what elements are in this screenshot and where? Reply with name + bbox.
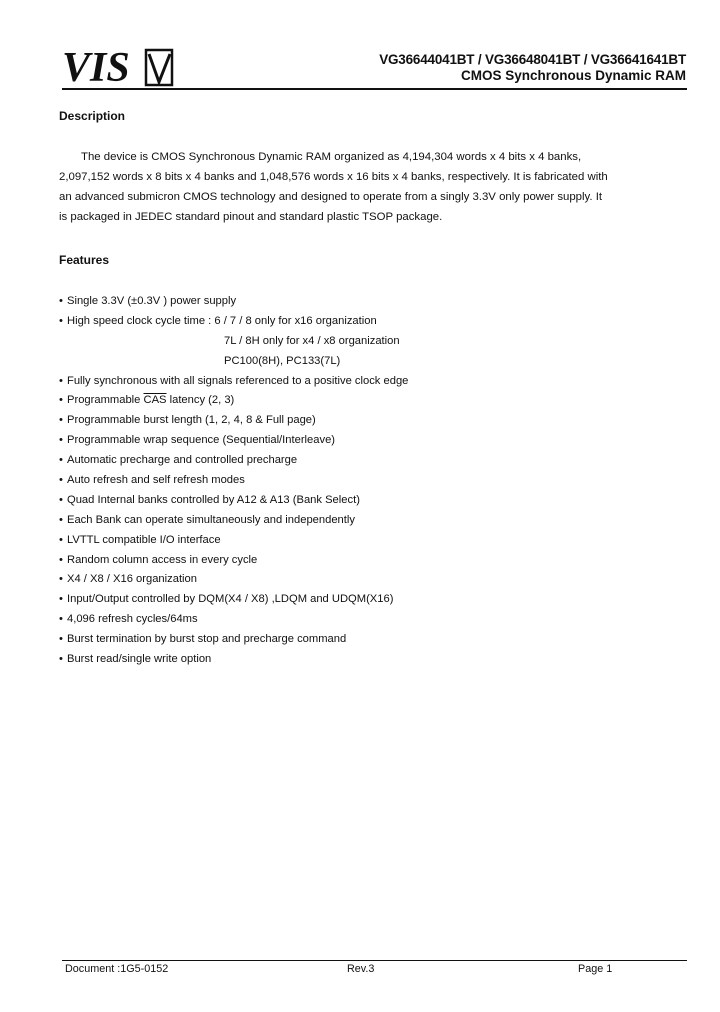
bullet-icon: • — [59, 633, 63, 646]
logo-v-mark — [149, 54, 170, 82]
description-heading: Description — [59, 109, 126, 123]
footer-divider — [62, 960, 687, 961]
bullet-icon: • — [59, 573, 63, 586]
feature-text: 4,096 refresh cycles/64ms — [67, 613, 198, 626]
feature-text: latency (2, 3) — [166, 394, 235, 407]
feature-item — [59, 312, 619, 332]
feature-item — [59, 610, 619, 630]
bullet-icon: • — [59, 613, 63, 626]
feature-text: Burst read/single write option — [67, 653, 212, 666]
feature-text: Programmable — [67, 394, 144, 407]
feature-item-continuation — [59, 332, 619, 352]
bullet-icon: • — [59, 474, 63, 487]
feature-item — [59, 471, 619, 491]
footer-document-number: Document :1G5-0152 — [65, 963, 169, 975]
feature-text: Each Bank can operate simultaneously and independently — [67, 513, 355, 526]
bullet-icon: • — [59, 593, 63, 606]
features-heading: Features — [59, 253, 110, 267]
document-subtitle: CMOS Synchronous Dynamic RAM — [460, 68, 686, 83]
feature-text: X4 / X8 / X16 organization — [67, 573, 197, 586]
bullet-icon: • — [59, 394, 63, 407]
feature-item — [59, 531, 619, 551]
feature-item — [59, 491, 619, 511]
feature-text: Automatic precharge and controlled precharge — [67, 454, 298, 467]
feature-text: PC100(8H), PC133(7L) — [224, 354, 341, 367]
feature-text: Auto refresh and self refresh modes — [67, 474, 245, 487]
features-list — [59, 292, 619, 670]
feature-text: 7L / 8H only for x4 / x8 organization — [224, 334, 400, 347]
bullet-icon: • — [59, 553, 63, 566]
header-divider — [62, 88, 687, 90]
bullet-icon: • — [59, 454, 63, 467]
feature-text: High speed clock cycle time : 6 / 7 / 8 only for x16 organization — [67, 314, 377, 327]
bullet-icon: • — [59, 295, 63, 307]
feature-item — [59, 391, 619, 411]
feature-item — [59, 551, 619, 571]
feature-item — [59, 630, 619, 650]
feature-item — [59, 451, 619, 471]
bullet-icon: • — [59, 533, 63, 546]
feature-item — [59, 570, 619, 590]
feature-text: Input/Output controlled by DQM(X4 / X8) ,LDQM and UDQM(X16) — [67, 593, 394, 606]
feature-text: Fully synchronous with all signals referenced to a positive clock edge — [67, 374, 409, 387]
description-line: an advanced submicron CMOS technology and designed to operate from a singly 3.3V only power supply. It — [59, 191, 603, 203]
description-line: 2,097,152 words x 8 bits x 4 banks and 1,048,576 words x 16 bits x 4 banks, respectively. It is fabricated with — [59, 171, 608, 183]
feature-text: Quad Internal banks controlled by A12 & A13 (Bank Select) — [67, 493, 360, 506]
feature-item — [59, 511, 619, 531]
feature-item-continuation — [59, 352, 619, 372]
feature-item — [59, 431, 619, 451]
document-title: VG36644041BT / VG36648041BT / VG36641641BT — [379, 52, 686, 67]
company-logo — [62, 44, 174, 88]
logo-text: VIS — [62, 45, 130, 88]
feature-text: LVTTL compatible I/O interface — [67, 533, 221, 546]
feature-text: Single 3.3V (±0.3V ) power supply — [67, 295, 237, 307]
bullet-icon: • — [59, 653, 63, 666]
feature-item — [59, 650, 619, 670]
feature-text: Programmable wrap sequence (Sequential/Interleave) — [67, 434, 336, 447]
bullet-icon: • — [59, 493, 63, 506]
feature-item — [59, 292, 619, 312]
footer-revision: Rev.3 — [347, 963, 375, 975]
feature-text: Random column access in every cycle — [67, 553, 258, 566]
feature-item — [59, 372, 619, 392]
feature-item — [59, 411, 619, 431]
bullet-icon: • — [59, 314, 63, 327]
description-line: The device is CMOS Synchronous Dynamic RAM organized as 4,194,304 words x 4 bits x 4 banks, — [81, 151, 582, 163]
feature-text: Programmable burst length (1, 2, 4, 8 & Full page) — [67, 414, 316, 427]
bullet-icon: • — [59, 374, 63, 387]
feature-text-overline: $\overline{CAS}$ — [143, 394, 167, 407]
description-paragraph — [59, 147, 607, 227]
feature-item — [59, 590, 619, 610]
bullet-icon: • — [59, 513, 63, 526]
vis-logo-graphic — [62, 44, 174, 88]
description-line: is packaged in JEDEC standard pinout and standard plastic TSOP package. — [59, 211, 443, 223]
footer-page-number: Page 1 — [578, 963, 613, 975]
bullet-icon: • — [59, 414, 63, 427]
bullet-icon: • — [59, 434, 63, 447]
feature-text: Burst termination by burst stop and precharge command — [67, 633, 347, 646]
